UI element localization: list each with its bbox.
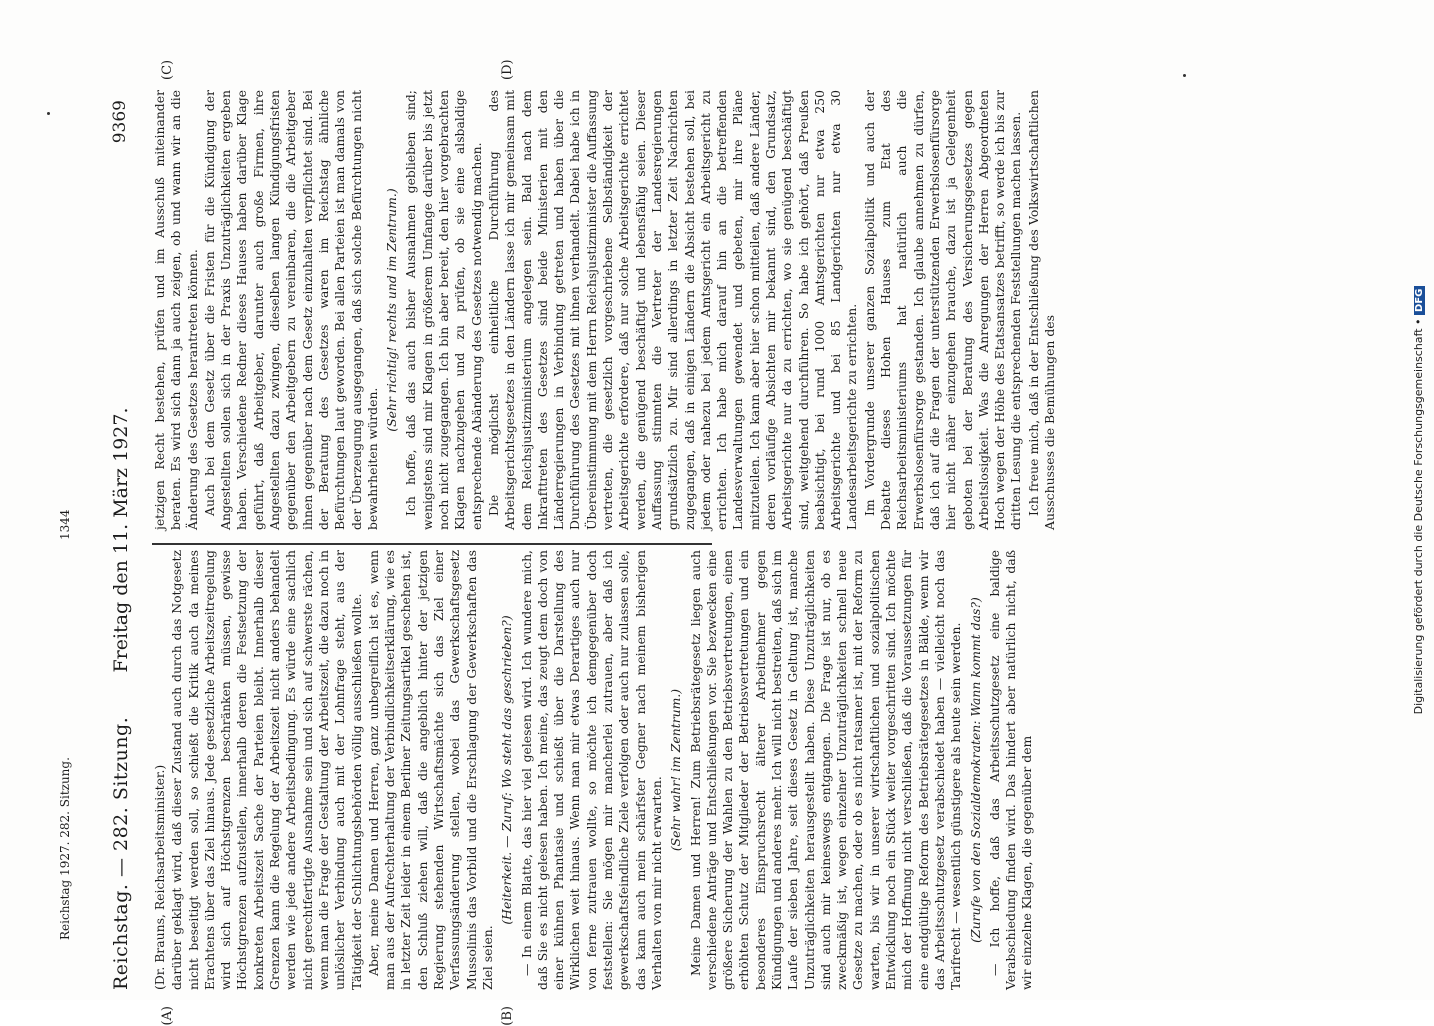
paragraph: Die möglichst einheitliche Durchführung des Arbeitsgerichtsgesetzes in den Ländern lasse ich mir gemeinsam mit dem Reichsjustizministerium angelegen sein. Bald nach dem Inkrafttreten des Gesetzes sind beide Ministerien mit den Länderregierungen in Verbindung getreten und haben über die Durchführung des Gesetzes mit ihnen verhandelt. Dabei habe ich in Übereinstimmung mit dem Herrn Reichsjustizminister die Auffassung vertreten, die gesetzlich vorgeschriebene Selbständigkeit der Arbeitsgerichte erfordere, daß nur solche Arbeitsgerichte errichtet werden, die genügend beschäftigt und lebensfähig seien. Dieser Auffassung stimmten die Vertreter der Landesregierungen grundsätzlich zu. Mir sind allerdings in letzter Zeit Nachrichten zugegangen, daß in einigen Ländern die Absicht bestehen soll, bei jedem oder nahezu bei jedem Amtsgericht ein Arbeitsgericht zu errichten. Ich habe mich darauf hin an die betreffenden Landesverwaltungen gewendet und gebeten, mir ihre Pläne mitzuteilen. Ich kann aber hier schon mitteilen, daß andere Länder, deren vorläufige Absichten mir bekannt sind, den Grundsatz, Arbeitsgerichte nur da zu errichten, wo sie genügend beschäftigt sind, weitgehend durchführen. So habe ich gehört, daß Preußen beabsichtigt, bei rund 1000 Amtsgerichten nur etwa 250 Arbeitsgerichte und bei 85 Landgerichten nur etwa 30 Landesarbeitsgerichte zu errichten. [485, 90, 860, 530]
margin-marker-c: (C) [160, 59, 175, 80]
margin-marker-d: (D) [500, 59, 515, 80]
margin-marker-b: (B) [500, 1006, 515, 1026]
header-date: Freitag den 11. März 1927. [110, 407, 132, 673]
paragraph: — In einem Blatte, das hier viel gelesen wird. Ich wundere mich, daß Sie es nicht gelesen haben. Ich meine, das zeugt dem doch von einer kühnen Phantasie und schießt über die Darstellung des Wirklichen weit hinaus. Wenn man mir etwas Derartiges auch nur von ferne zutrauen wollte, so möchte ich demgegenüber doch feststellen: Sie mögen mir mancherlei zutrauen, aber daß ich gewerkschaftsfeindliche Ziele verfolgen oder auch nur zulassen solle, das kann auch mein schärfster Gegner nach meinem bisherigen Verhalten von mir nicht erwarten. [518, 550, 664, 990]
header-session: Reichstag. — 282. Sitzung. [110, 716, 132, 990]
interjection: (Sehr richtig! rechts und im Zentrum.) [384, 188, 400, 432]
scan-speck [47, 112, 50, 115]
right-column [152, 90, 1059, 530]
paragraph: darüber geklagt wird, daß dieser Zustand auch durch das Notgesetz nicht beseitigt werden soll, so schießt die Kritik auch da meines Erachtens über das Ziel hinaus. Jede gesetzliche Arbeitszeitregelung wird sich auf Höchstgrenzen beschränken müssen, gewisse Höchstgrenzen aufzustellen, innerhalb deren die Festsetzung der konkreten Arbeitszeit Sache der Parteien bleibt. Innerhalb dieser Grenzen kann die Regelung der Arbeitszeit nicht anders behandelt werden wie jede andere Arbeitsbedingung. Es würde eine sachlich nicht gerechtfertigte Ausnahme sein und sich auf schwerste rächen, wenn man die Frage der Gestaltung der Arbeitszeit, die dazu noch in unlöslicher Verbindung auch mit der Lohnfrage steht, aus der Tätigkeit der Schlichtungsbehörden völlig ausschließen wollte. [169, 550, 364, 990]
paragraph: Aber, meine Damen und Herren, ganz unbegreiflich ist es, wenn man aus der Aufrechterhaltung der Verbindlichkeitserklärung, wie es in letzter Zeit leider in einem Berliner Zeitungsartikel geschehen ist, den Schluß ziehen will, daß die angeblich hinter der jetzigen Regierung stehenden Wirtschaftsmächte sich das Ziel einer Verfassungsänderung stellen, wobei das Gewerkschaftsgesetz Mussolinis das Vorbild und die Erschlagung der Gewerkschaften das Ziel seien. [365, 550, 495, 990]
header-page-number: 9369 [110, 100, 130, 144]
paragraph: — Ich hoffe, daß das Arbeitsschutzgesetz eine baldige Verabschiedung finden wird. Das hindert aber natürlich nicht, daß wir einzelne Klagen, die gegenüber dem [986, 550, 1035, 990]
interjection: (Zurufe von den Sozialdemokraten: Wann kommt das?) [967, 597, 983, 943]
paragraph: Auch bei dem Gesetz über die Fristen für die Kündigung der Angestellten sollen sich in der Praxis Unzuträglichkeiten ergeben haben. Verschiedene Redner dieses Hauses haben darüber Klage geführt, daß Arbeitgeber, darunter auch große Firmen, ihre Angestellten dazu zwingen, dieselben langen Kündigungsfristen gegenüber den Arbeitgebern zu vereinbaren, die die Arbeitgeber ihnen gegenüber nach dem Gesetz einzuhalten verpflichtet sind. Bei der Beratung des Gesetzes waren im Reichstag ähnliche Befürchtungen laut geworden. Bei allen Parteien ist man damals von der Überzeugung ausgegangen, daß sich solche Befürchtungen nicht bewahrheiten würden. [201, 90, 380, 530]
paragraph: Ich hoffe, daß das auch bisher Ausnahmen geblieben sind; wenigstens sind mir Klagen in größerem Umfange darüber bis jetzt noch nicht zugegangen. Ich bin aber bereit, den hier vorgebrachten Klagen nachzugehen und zu prüfen, ob sie eine alsbaldige entsprechende Abänderung des Gesetzes notwendig machen. [403, 90, 484, 530]
paragraph: jetzigen Recht bestehen, prüfen und im Ausschuß miteinander beraten. Es wird sich dann ja auch zeigen, ob und wann wir an die Änderung des Gesetzes herantreten können. [152, 90, 200, 530]
margin-marker-a: (A) [160, 1006, 175, 1026]
footer-left: Reichstag 1927. 282. Sitzung. [58, 757, 72, 940]
paragraph: Ich freue mich, daß in der Entschließung des Volkswirtschaftlichen Ausschusses die Bemühungen des [1025, 90, 1058, 530]
digitization-text: Digitalisierung gefördert durch die Deutsche Forschungsgemeinschaft • [1412, 318, 1425, 715]
page-header [100, 80, 148, 1000]
digitization-note [1410, 10, 1432, 990]
interjection: (Sehr wahr! im Zentrum.) [668, 688, 684, 852]
paragraph: Im Vordergrunde unserer ganzen Sozialpolitik und auch der Debatte dieses Hohen Hauses zum Etat des Reichsarbeitsministeriums hat natürlich auch die Erwerbslosenfürsorge gestanden. Ich glaube annehmen zu dürfen, daß ich auf die Fragen der unterstützenden Erwerbslosenfürsorge hier nicht näher einzugehen brauche, dazu ist ja Gelegenheit geboten bei der Beratung des Versicherungsgesetzes gegen Arbeitslosigkeit. Was die Anregungen der Herren Abgeordneten Hoch wegen der Höhe des Etatsansatzes betrifft, so werde ich bis zur dritten Lesung die entsprechenden Feststellungen machen lassen. [861, 90, 1024, 530]
dfg-logo: DFG [1414, 286, 1425, 315]
speaker-line: (Dr. Brauns, Reichsarbeitsminister.) [152, 764, 167, 990]
footer-right: 1344 [58, 509, 72, 540]
rotated-page-content [100, 59, 1400, 1026]
column-divider [152, 544, 712, 546]
scan-speck [1183, 74, 1186, 77]
left-column [152, 550, 1037, 990]
paragraph: Meine Damen und Herren! Zum Betriebsrätegesetz liegen auch verschiedene Anträge und Entschließungen vor. Sie bezwecken eine größere Sicherung der Wahlen zu den Betriebsvertretungen, einen erhöhten Schutz der Mitglieder der Betriebsvertretungen und ein besonderes Einspruchsrecht älterer Arbeitnehmer gegen Kündigungen und anderes mehr. Ich will nicht bestreiten, daß sich im Laufe der sieben Jahre, seit dieses Gesetz in Geltung ist, manche Unzuträglichkeiten herausgestellt haben. Diese Unzuträglichkeiten sind auch mir keineswegs entgangen. Die Frage ist nur, ob es zweckmäßig ist, wegen einzelner Unzuträglichkeiten schnell neue Gesetze zu machen, oder ob es nicht ratsamer ist, mit der Reform zu warten, bis wir in unserer wirtschaftlichen und sozialpolitischen Entwicklung noch ein Stück weiter vorgeschritten sind. Ich möchte mich der Hoffnung nicht verschließen, daß die Voraussetzungen für eine endgültige Reform des Betriebsrätegesetzes in Bälde, wenn wir das Arbeitsschutzgesetz verabschiedet haben — vielleicht noch das Tarifrecht — wesentlich günstigere als heute sein werden. [687, 550, 964, 990]
interjection: (Heiterkeit. — Zuruf: Wo steht das geschrieben?) [499, 615, 515, 925]
